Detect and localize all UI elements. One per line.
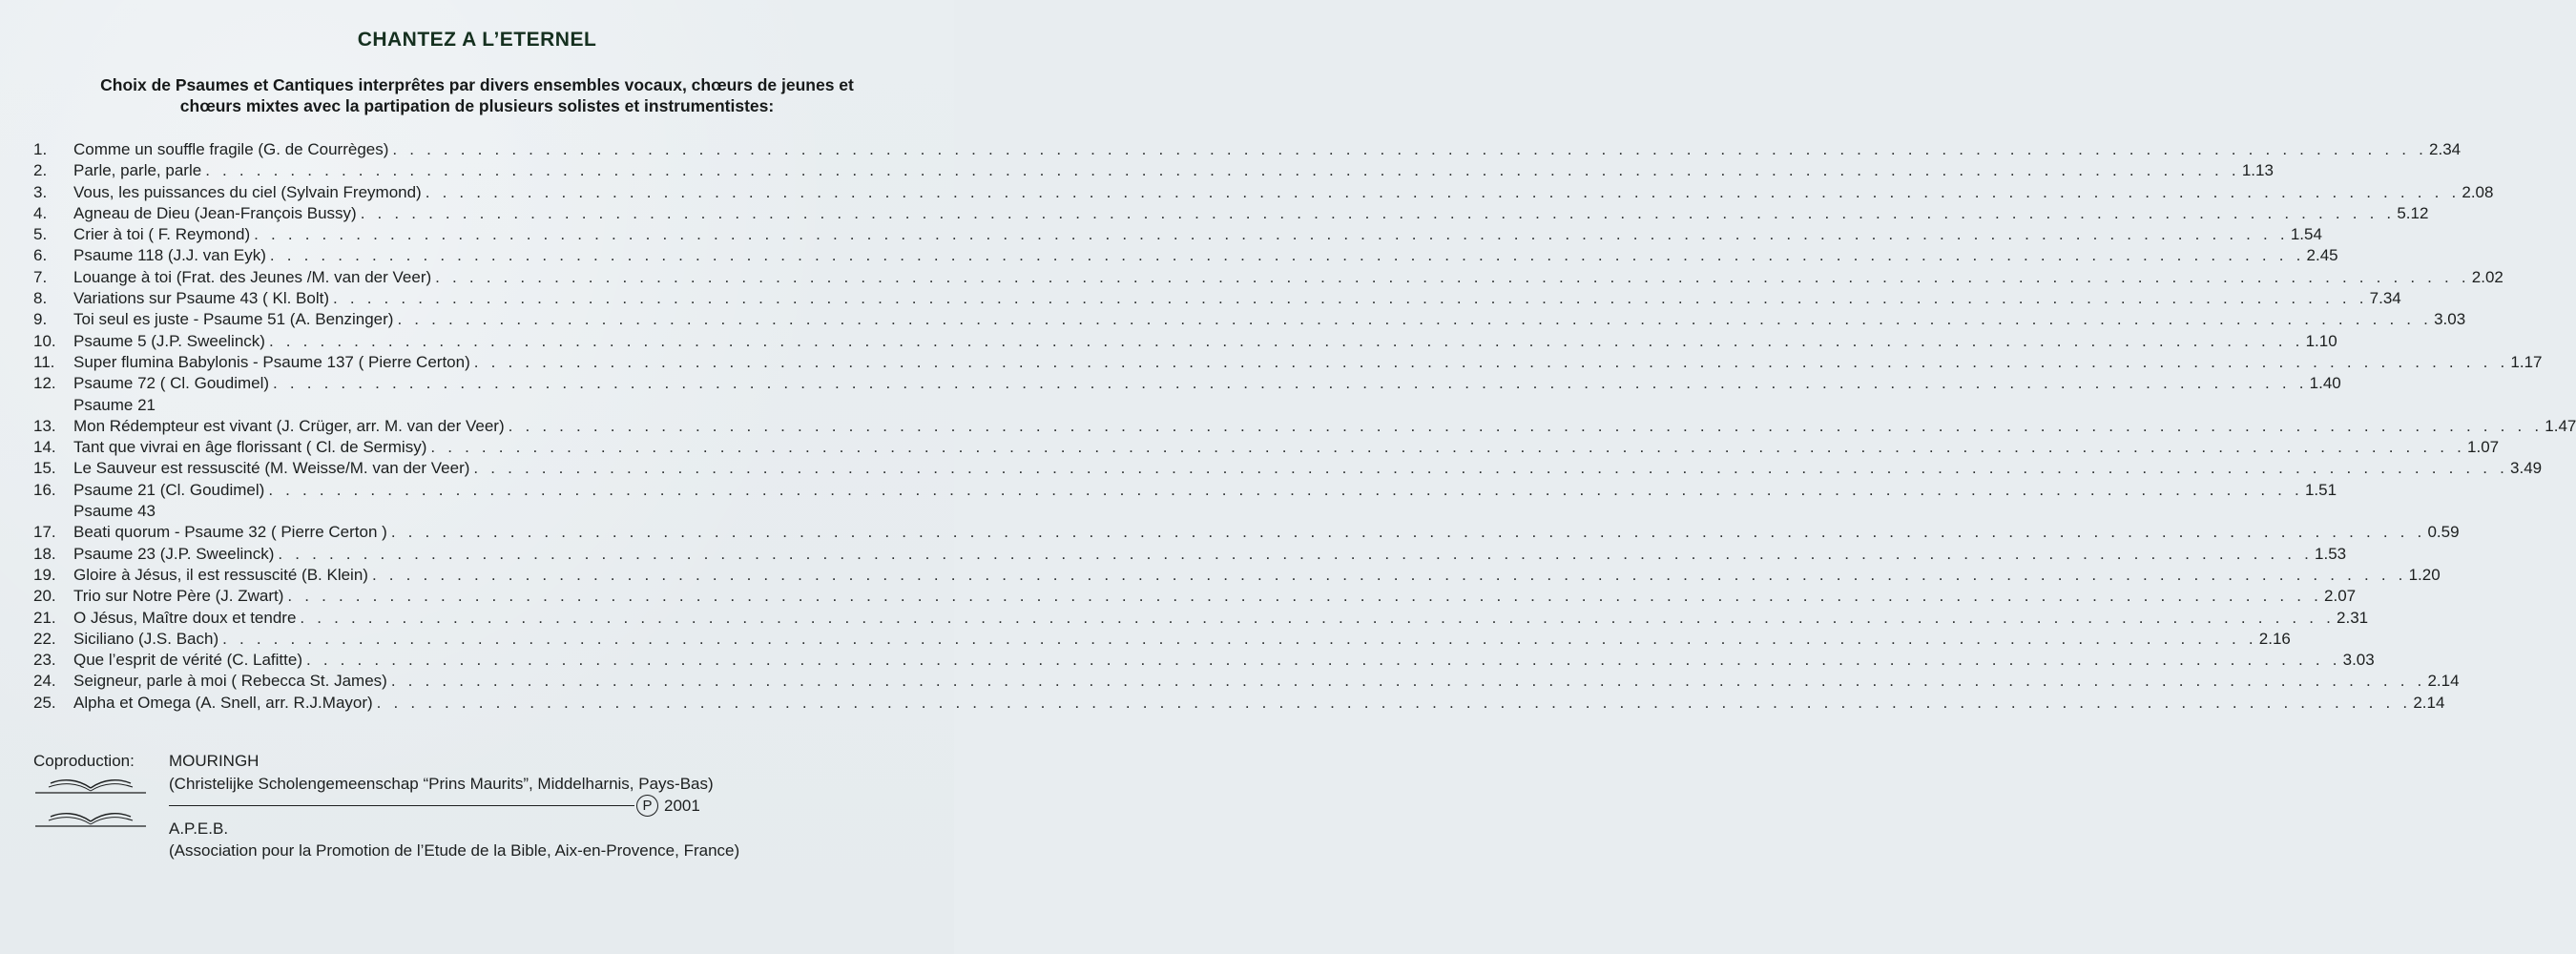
track-number: 14.: [33, 438, 56, 457]
track-number: 5.: [33, 225, 48, 244]
track-title: Super flumina Babylonis - Psaume 137 ( Pierre Certon): [73, 352, 470, 371]
track-duration: 7.34: [2369, 289, 2401, 308]
track-title: O Jésus, Maître doux et tendre: [73, 608, 297, 627]
track-line: [73, 544, 2347, 565]
dot-leader: . . . . . . . . . . . . . . . . . . . . . . . . . . . . . . . . . . . . . . . . . . . . . . . . . . . . . . . . . . . . . . . . . . . . . . . . . . . . . . . . . . . . . . . . . . . . . . . . . . . . . . . . . . . . . . . . . . . . . . . .: [371, 565, 2407, 584]
open-book-icon: [35, 808, 146, 829]
track-title: Beati quorum - Psaume 32 ( Pierre Certon ): [73, 523, 387, 542]
dot-leader: . . . . . . . . . . . . . . . . . . . . . . . . . . . . . . . . . . . . . . . . . . . . . . . . . . . . . . . . . . . . . . . . . . . . . . . . . . . . . . . . . . . . . . . . . . . . . . . . . . . . . . . . . . . . . . . . . . . . . . . .: [397, 310, 2433, 329]
track-row: [33, 373, 2341, 394]
track-row: [33, 203, 2429, 224]
track-line: [73, 480, 2337, 501]
track-duration: 1.20: [2408, 565, 2441, 584]
track-row: [33, 586, 2357, 607]
track-duration: 1.54: [2290, 225, 2322, 244]
track-row: [33, 160, 2274, 181]
track-duration: 2.34: [2429, 140, 2462, 158]
dot-leader: . . . . . . . . . . . . . . . . . . . . . . . . . . . . . . . . . . . . . . . . . . . . . . . . . . . . . . . . . . . . . . . . . . . . . . . . . . . . . . . . . . . . . . . . . . . . . . . . . . . . . . . . . . . . . . . . . . . . . . . .: [473, 352, 2509, 371]
track-number: 23.: [33, 651, 56, 670]
page-title: CHANTEZ A L’ETERNEL: [357, 29, 597, 51]
track-title: Crier à toi ( F. Reymond): [73, 225, 251, 244]
track-row: [33, 544, 2347, 565]
track-row: [33, 288, 2401, 309]
track-title: Psaume 5 (J.P. Sweelinck): [73, 331, 265, 350]
track-row: [33, 458, 2543, 479]
track-title: Psaume 72 ( Cl. Goudimel): [73, 374, 270, 393]
track-duration: 1.51: [2304, 480, 2337, 499]
dot-leader: . . . . . . . . . . . . . . . . . . . . . . . . . . . . . . . . . . . . . . . . . . . . . . . . . . . . . . . . . . . . . . . . . . . . . . . . . . . . . . . . . . . . . . . . . . . . . . . . . . . . . . . . . . . . . . . . . . . . . . . .: [273, 374, 2308, 393]
track-row: [33, 629, 2291, 650]
track-number: 17.: [33, 523, 56, 542]
track-number: 8.: [33, 289, 48, 308]
track-duration: 1.13: [2241, 161, 2274, 180]
track-line: [73, 650, 2375, 671]
track-title: Le Sauveur est ressuscité (M. Weisse/M. van der Veer): [73, 459, 470, 478]
track-number: 2.: [33, 161, 48, 180]
track-line: [73, 352, 2543, 373]
track-duration: 1.07: [2467, 438, 2500, 457]
producer1-name: MOURINGH: [169, 752, 260, 770]
track-row: [33, 267, 2503, 288]
dot-leader: . . . . . . . . . . . . . . . . . . . . . . . . . . . . . . . . . . . . . . . . . . . . . . . . . . . . . . . . . . . . . . . . . . . . . . . . . . . . . . . . . . . . . . . . . . . . . . . . . . . . . . . . . . . . . . . . . . . . . . . .: [360, 203, 2396, 222]
dot-leader: . . . . . . . . . . . . . . . . . . . . . . . . . . . . . . . . . . . . . . . . . . . . . . . . . . . . . . . . . . . . . . . . . . . . . . . . . . . . . . . . . . . . . . . . . . . . . . . . . . . . . . . . . . . . . . . . . . . . . . . .: [287, 587, 2323, 606]
producer2-detail: (Association pour la Promotion de l’Etude de la Bible, Aix-en-Provence, France): [169, 841, 740, 860]
track-line: [73, 245, 2338, 266]
track-line: [73, 224, 2322, 245]
dot-leader: . . . . . . . . . . . . . . . . . . . . . . . . . . . . . . . . . . . . . . . . . . . . . . . . . . . . . . . . . . . . . . . . . . . . . . . . . . . . . . . . . . . . . . . . . . . . . . . . . . . . . . . . . . . . . . . . . . . . . . . .: [435, 267, 2470, 286]
track-line: [73, 458, 2543, 479]
open-book-icon: [35, 775, 146, 796]
producer2-detail-row: [33, 840, 911, 862]
track-number: 20.: [33, 587, 56, 606]
track-number: 16.: [33, 480, 56, 499]
track-number: 18.: [33, 544, 56, 563]
track-duration: 1.53: [2315, 544, 2347, 563]
track-row: [33, 693, 2445, 714]
track-line: [73, 309, 2466, 330]
track-row: [33, 224, 2322, 245]
producer2-name: A.P.E.B.: [169, 819, 229, 838]
track-line: [73, 182, 2494, 203]
track-title: Toi seul es juste - Psaume 51 (A. Benzinger): [73, 310, 394, 329]
dot-leader: . . . . . . . . . . . . . . . . . . . . . . . . . . . . . . . . . . . . . . . . . . . . . . . . . . . . . . . . . . . . . . . . . . . . . . . . . . . . . . . . . . . . . . . . . . . . . . . . . . . . . . . . . . . . . . . . . . . . . . . .: [392, 140, 2428, 158]
dot-leader: . . . . . . . . . . . . . . . . . . . . . . . . . . . . . . . . . . . . . . . . . . . . . . . . . . . . . . . . . . . . . . . . . . . . . . . . . . . . . . . . . . . . . . . . . . . . . . . . . . . . . . . . . . . . . . . . . . . . . . . .: [205, 161, 2240, 180]
subtitle: [19, 74, 935, 116]
dot-leader: . . . . . . . . . . . . . . . . . . . . . . . . . . . . . . . . . . . . . . . . . . . . . . . . . . . . . . . . . . . . . . . . . . . . . . . . . . . . . . . . . . . . . . . . . . . . . . . . . . . . . . . . . . . . . . . . . . . . . . . .: [390, 523, 2426, 542]
track-row: [33, 608, 2369, 629]
phonogram-symbol: P: [636, 795, 658, 817]
dot-leader: . . . . . . . . . . . . . . . . . . . . . . . . . . . . . . . . . . . . . . . . . . . . . . . . . . . . . . . . . . . . . . . . . . . . . . . . . . . . . . . . . . . . . . . . . . . . . . . . . . . . . . . . . . . . . . . . . . . . . . . .: [390, 672, 2426, 691]
subtitle-line: chœurs mixtes avec la partipation de plusieurs solistes et instrumentistes:: [179, 96, 775, 115]
dot-leader: . . . . . . . . . . . . . . . . . . . . . . . . . . . . . . . . . . . . . . . . . . . . . . . . . . . . . . . . . . . . . . . . . . . . . . . . . . . . . . . . . . . . . . . . . . . . . . . . . . . . . . . . . . . . . . . . . . . . . . . .: [222, 629, 2257, 648]
dot-leader: . . . . . . . . . . . . . . . . . . . . . . . . . . . . . . . . . . . . . . . . . . . . . . . . . . . . . . . . . . . . . . . . . . . . . . . . . . . . . . . . . . . . . . . . . . . . . . . . . . . . . . . . . . . . . . . . . . . . . . . .: [473, 459, 2509, 478]
track-line: [73, 437, 2500, 458]
track-title: Gloire à Jésus, il est ressuscité (B. Klein): [73, 565, 368, 584]
dot-leader: . . . . . . . . . . . . . . . . . . . . . . . . . . . . . . . . . . . . . . . . . . . . . . . . . . . . . . . . . . . . . . . . . . . . . . . . . . . . . . . . . . . . . . . . . . . . . . . . . . . . . . . . . . . . . . . . . . . . . . . .: [300, 608, 2336, 627]
track-duration: 2.31: [2337, 608, 2369, 627]
producer1-detail-row: [33, 773, 911, 796]
dot-leader: . . . . . . . . . . . . . . . . . . . . . . . . . . . . . . . . . . . . . . . . . . . . . . . . . . . . . . . . . . . . . . . . . . . . . . . . . . . . . . . . . . . . . . . . . . . . . . . . . . . . . . . . . . . . . . . . . . . . . . . .: [425, 182, 2461, 201]
phonogram-line: [169, 795, 700, 817]
dot-leader: . . . . . . . . . . . . . . . . . . . . . . . . . . . . . . . . . . . . . . . . . . . . . . . . . . . . . . . . . . . . . . . . . . . . . . . . . . . . . . . . . . . . . . . . . . . . . . . . . . . . . . . . . . . . . . . . . . . . . . . .: [278, 544, 2314, 563]
dot-leader: . . . . . . . . . . . . . . . . . . . . . . . . . . . . . . . . . . . . . . . . . . . . . . . . . . . . . . . . . . . . . . . . . . . . . . . . . . . . . . . . . . . . . . . . . . . . . . . . . . . . . . . . . . . . . . . . . . . . . . . .: [305, 651, 2341, 670]
track-title: Psaume 118 (J.J. van Eyk): [73, 246, 266, 265]
track-line: [73, 160, 2274, 181]
track-duration: 1.17: [2510, 352, 2543, 371]
track-title: Siciliano (J.S. Bach): [73, 629, 219, 648]
track-row: [33, 416, 2576, 437]
track-title: Que l’esprit de vérité (C. Lafitte): [73, 651, 302, 670]
track-line: [73, 267, 2503, 288]
track-title: Mon Rédempteur est vivant (J. Crüger, arr. M. van der Veer): [73, 416, 505, 435]
track-number: 7.: [33, 267, 48, 286]
track-row: [33, 671, 2460, 692]
track-duration: 3.03: [2434, 310, 2466, 329]
track-row: [33, 139, 2462, 160]
track-row: [33, 352, 2543, 373]
track-duration: 1.10: [2305, 331, 2337, 350]
producer1-detail: (Christelijke Scholengemeenschap “Prins Maurits”, Middelharnis, Pays-Bas): [169, 774, 714, 793]
track-number: 19.: [33, 565, 56, 584]
track-row: [33, 650, 2375, 671]
track-title: Parle, parle, parle: [73, 161, 202, 180]
track-line: [73, 693, 2445, 714]
track-line: [73, 139, 2462, 160]
track-duration: 1.47: [2545, 416, 2576, 435]
track-duration: 2.08: [2462, 182, 2494, 201]
track-number: 1.: [33, 140, 48, 158]
track-subtitle: Psaume 43: [73, 502, 156, 521]
track-number: 10.: [33, 331, 56, 350]
track-number: 21.: [33, 608, 56, 627]
track-line: [73, 203, 2429, 224]
track-subtitle: Psaume 21: [73, 395, 156, 414]
track-number: 11.: [33, 352, 55, 371]
track-duration: 3.03: [2342, 651, 2375, 670]
coproduction-row: [33, 750, 911, 773]
dot-leader: . . . . . . . . . . . . . . . . . . . . . . . . . . . . . . . . . . . . . . . . . . . . . . . . . . . . . . . . . . . . . . . . . . . . . . . . . . . . . . . . . . . . . . . . . . . . . . . . . . . . . . . . . . . . . . . . . . . . . . . .: [376, 693, 2412, 712]
dot-leader: . . . . . . . . . . . . . . . . . . . . . . . . . . . . . . . . . . . . . . . . . . . . . . . . . . . . . . . . . . . . . . . . . . . . . . . . . . . . . . . . . . . . . . . . . . . . . . . . . . . . . . . . . . . . . . . . . . . . . . . .: [254, 225, 2289, 244]
copyright-year: 2001: [664, 797, 700, 815]
track-number: 13.: [33, 416, 56, 435]
track-title: Agneau de Dieu (Jean-François Bussy): [73, 203, 357, 222]
track-number: 25.: [33, 693, 56, 712]
track-title: Alpha et Omega (A. Snell, arr. R.J.Mayor): [73, 693, 373, 712]
track-number: 6.: [33, 246, 48, 265]
track-duration: 3.49: [2510, 459, 2543, 478]
track-title: Trio sur Notre Père (J. Zwart): [73, 587, 284, 606]
track-line: [73, 416, 2576, 437]
track-line: [73, 565, 2441, 586]
track-duration: 5.12: [2397, 203, 2429, 222]
dot-leader: . . . . . . . . . . . . . . . . . . . . . . . . . . . . . . . . . . . . . . . . . . . . . . . . . . . . . . . . . . . . . . . . . . . . . . . . . . . . . . . . . . . . . . . . . . . . . . . . . . . . . . . . . . . . . . . . . . . . . . . .: [268, 331, 2304, 350]
track-duration: 1.40: [2309, 374, 2341, 393]
track-row: [33, 245, 2338, 266]
divider-rule: [169, 805, 634, 806]
track-number: 22.: [33, 629, 56, 648]
track-row: [33, 522, 2460, 543]
track-title: Tant que vivrai en âge florissant ( Cl. de Sermisy): [73, 438, 427, 457]
track-duration: 2.45: [2306, 246, 2338, 265]
track-number: 4.: [33, 203, 48, 222]
track-line: [73, 629, 2291, 650]
track-duration: 2.16: [2258, 629, 2291, 648]
credits: [33, 750, 911, 862]
track-duration: 2.02: [2471, 267, 2503, 286]
track-row: [33, 331, 2337, 352]
track-duration: 2.14: [2413, 693, 2445, 712]
track-row: [33, 182, 2494, 203]
coproduction-label: Coproduction:: [33, 752, 135, 770]
track-number: 12.: [33, 374, 56, 393]
tracklist: [33, 139, 2576, 714]
track-row: [33, 437, 2500, 458]
track-title: Vous, les puissances du ciel (Sylvain Freymond): [73, 182, 422, 201]
dot-leader: . . . . . . . . . . . . . . . . . . . . . . . . . . . . . . . . . . . . . . . . . . . . . . . . . . . . . . . . . . . . . . . . . . . . . . . . . . . . . . . . . . . . . . . . . . . . . . . . . . . . . . . . . . . . . . . . . . . . . . . .: [508, 416, 2544, 435]
track-line: [73, 288, 2401, 309]
track-title: Variations sur Psaume 43 ( Kl. Bolt): [73, 289, 330, 308]
subtitle-line: Choix de Psaumes et Cantiques interprêtes par divers ensembles vocaux, chœurs de jeunes et: [100, 75, 854, 94]
track-number: 9.: [33, 310, 48, 329]
dot-leader: . . . . . . . . . . . . . . . . . . . . . . . . . . . . . . . . . . . . . . . . . . . . . . . . . . . . . . . . . . . . . . . . . . . . . . . . . . . . . . . . . . . . . . . . . . . . . . . . . . . . . . . . . . . . . . . . . . . . . . . .: [268, 480, 2303, 499]
track-line: [73, 671, 2460, 692]
track-line: [73, 608, 2369, 629]
track-row: [33, 480, 2337, 501]
track-title: Psaume 23 (J.P. Sweelinck): [73, 544, 275, 563]
track-title: Seigneur, parle à moi ( Rebecca St. James): [73, 672, 387, 691]
phonogram-row: [33, 795, 911, 818]
dot-leader: . . . . . . . . . . . . . . . . . . . . . . . . . . . . . . . . . . . . . . . . . . . . . . . . . . . . . . . . . . . . . . . . . . . . . . . . . . . . . . . . . . . . . . . . . . . . . . . . . . . . . . . . . . . . . . . . . . . . . . . .: [269, 246, 2305, 265]
track-line: [73, 373, 2341, 394]
track-duration: 2.07: [2324, 587, 2357, 606]
track-title: Louange à toi (Frat. des Jeunes /M. van der Veer): [73, 267, 432, 286]
dot-leader: . . . . . . . . . . . . . . . . . . . . . . . . . . . . . . . . . . . . . . . . . . . . . . . . . . . . . . . . . . . . . . . . . . . . . . . . . . . . . . . . . . . . . . . . . . . . . . . . . . . . . . . . . . . . . . . . . . . . . . . .: [333, 289, 2368, 308]
track-number: 3.: [33, 182, 48, 201]
track-row: [33, 565, 2441, 586]
producer2-row: [33, 818, 911, 840]
track-line: [73, 331, 2337, 352]
track-line: [73, 522, 2460, 543]
track-duration: 2.14: [2427, 672, 2460, 691]
track-number: 24.: [33, 672, 56, 691]
dot-leader: . . . . . . . . . . . . . . . . . . . . . . . . . . . . . . . . . . . . . . . . . . . . . . . . . . . . . . . . . . . . . . . . . . . . . . . . . . . . . . . . . . . . . . . . . . . . . . . . . . . . . . . . . . . . . . . . . . . . . . . .: [430, 438, 2466, 457]
track-title: Psaume 21 (Cl. Goudimel): [73, 480, 265, 499]
track-title: Comme un souffle fragile (G. de Courrèges): [73, 140, 389, 158]
track-line: [73, 586, 2357, 607]
track-number: 15.: [33, 459, 56, 478]
track-duration: 0.59: [2427, 523, 2460, 542]
track-row: [33, 309, 2466, 330]
